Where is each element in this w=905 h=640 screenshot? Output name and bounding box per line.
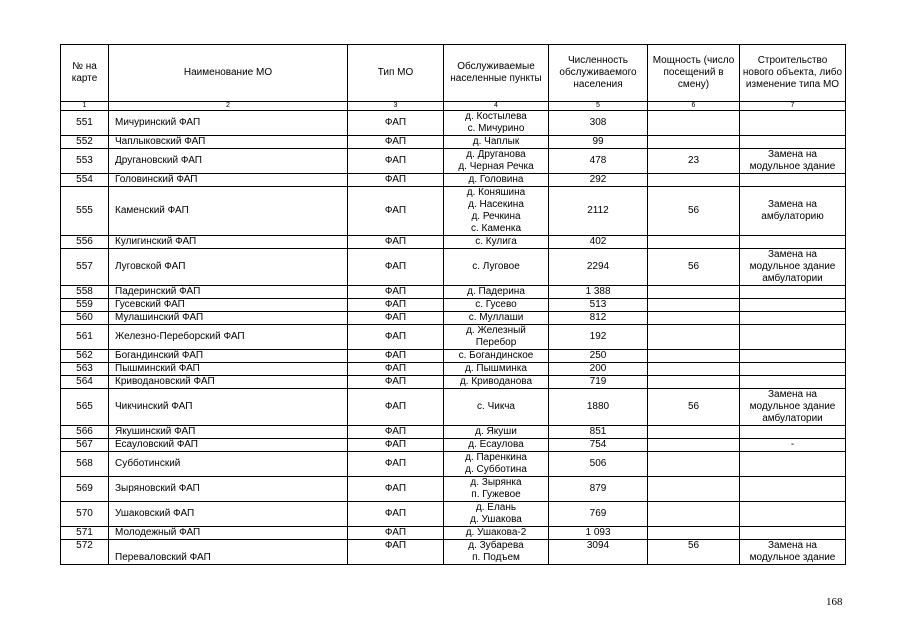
population: 754 — [549, 439, 648, 452]
settlement: д. Костылева — [465, 111, 527, 122]
construction — [740, 527, 846, 540]
facility-type: ФАП — [348, 389, 444, 426]
population: 402 — [549, 236, 648, 249]
construction — [740, 376, 846, 389]
capacity — [648, 136, 740, 149]
row-number: 564 — [61, 376, 109, 389]
table-row — [61, 136, 846, 149]
served-places — [444, 187, 549, 236]
settlement: с. Кулига — [475, 236, 517, 247]
facility-type: ФАП — [348, 376, 444, 389]
population: 292 — [549, 174, 648, 187]
construction: Замена на модульное здание — [740, 540, 846, 565]
construction — [740, 452, 846, 477]
settlement: с. Чикча — [477, 401, 515, 412]
facility-type: ФАП — [348, 187, 444, 236]
facility-name: Якушинский ФАП — [109, 426, 348, 439]
settlement: д. Паренкина — [465, 452, 527, 463]
served-places — [444, 426, 549, 439]
header-construction: Строительство нового объекта, либо изменение типа МО — [740, 45, 846, 102]
row-number: 571 — [61, 527, 109, 540]
table-row — [61, 477, 846, 502]
facility-name: Чаплыковский ФАП — [109, 136, 348, 149]
table-row — [61, 426, 846, 439]
construction: Замена на модульное здание амбулатории — [740, 249, 846, 286]
facility-name: Богандинский ФАП — [109, 350, 348, 363]
table-row — [61, 439, 846, 452]
capacity: 56 — [648, 249, 740, 286]
capacity — [648, 325, 740, 350]
served-places — [444, 136, 549, 149]
row-number: 563 — [61, 363, 109, 376]
settlement: д. Ушакова — [470, 514, 522, 525]
facility-name: Падеринский ФАП — [109, 286, 348, 299]
population: 769 — [549, 502, 648, 527]
construction — [740, 299, 846, 312]
served-places — [444, 389, 549, 426]
header-name: Наименование МО — [109, 45, 348, 102]
settlement: д. Друганова — [466, 149, 526, 160]
row-number: 567 — [61, 439, 109, 452]
row-number: 561 — [61, 325, 109, 350]
facility-name: Чикчинский ФАП — [109, 389, 348, 426]
table-row — [61, 363, 846, 376]
facility-type: ФАП — [348, 477, 444, 502]
facility-type: ФАП — [348, 540, 444, 565]
served-places — [444, 502, 549, 527]
served-places — [444, 174, 549, 187]
row-number: 551 — [61, 111, 109, 136]
facility-type: ФАП — [348, 174, 444, 187]
population: 192 — [549, 325, 648, 350]
population: 2112 — [549, 187, 648, 236]
facility-type: ФАП — [348, 149, 444, 174]
settlement: с. Луговое — [472, 261, 520, 272]
settlement: д. Пышминка — [465, 363, 527, 374]
facility-name: Мулашинский ФАП — [109, 312, 348, 325]
settlement: с. Мичурино — [467, 123, 525, 134]
facility-name: Переваловский ФАП — [109, 540, 348, 565]
table-row — [61, 389, 846, 426]
capacity — [648, 363, 740, 376]
row-number: 554 — [61, 174, 109, 187]
settlement: д. Зубарева — [468, 540, 524, 551]
served-places — [444, 299, 549, 312]
construction — [740, 136, 846, 149]
settlement: с. Гусево — [475, 299, 517, 310]
served-places — [444, 249, 549, 286]
table-row — [61, 236, 846, 249]
population: 250 — [549, 350, 648, 363]
row-number: 552 — [61, 136, 109, 149]
population: 506 — [549, 452, 648, 477]
capacity — [648, 111, 740, 136]
row-number: 565 — [61, 389, 109, 426]
header-places: Обслуживаемые населенные пункты — [444, 45, 549, 102]
construction — [740, 312, 846, 325]
facility-name: Гусевский ФАП — [109, 299, 348, 312]
table-row — [61, 376, 846, 389]
capacity — [648, 502, 740, 527]
table-row — [61, 502, 846, 527]
construction — [740, 363, 846, 376]
settlement: д. Головина — [468, 174, 524, 185]
served-places — [444, 363, 549, 376]
table-row — [61, 299, 846, 312]
facility-type: ФАП — [348, 312, 444, 325]
settlement: с. Каменка — [470, 223, 522, 234]
capacity — [648, 439, 740, 452]
population: 1880 — [549, 389, 648, 426]
table-row — [61, 540, 846, 565]
construction — [740, 286, 846, 299]
header-type: Тип МО — [348, 45, 444, 102]
population: 3094 — [549, 540, 648, 565]
table-row — [61, 149, 846, 174]
capacity — [648, 376, 740, 389]
served-places — [444, 439, 549, 452]
column-number: 2 — [109, 102, 348, 111]
facility-name: Ушаковский ФАП — [109, 502, 348, 527]
header-num: № на карте — [61, 45, 109, 102]
column-number: 6 — [648, 102, 740, 111]
settlement: д. Железный Перебор — [466, 325, 526, 348]
settlement: д. Есаулова — [468, 439, 524, 450]
facility-name: Зыряновский ФАП — [109, 477, 348, 502]
settlement: д. Якуши — [475, 426, 517, 437]
settlement: д. Речкина — [471, 211, 521, 222]
settlement: с. Богандинское — [458, 350, 534, 361]
settlement: п. Гужевое — [471, 489, 521, 500]
table-row — [61, 187, 846, 236]
table-row — [61, 174, 846, 187]
facility-name: Железно-Переборский ФАП — [109, 325, 348, 350]
column-number: 4 — [444, 102, 549, 111]
served-places — [444, 527, 549, 540]
header-row — [61, 45, 846, 102]
served-places — [444, 325, 549, 350]
settlement: д. Чаплык — [472, 136, 520, 147]
column-number: 5 — [549, 102, 648, 111]
table-row — [61, 350, 846, 363]
construction — [740, 111, 846, 136]
row-number: 555 — [61, 187, 109, 236]
population: 478 — [549, 149, 648, 174]
column-number: 7 — [740, 102, 846, 111]
facility-type: ФАП — [348, 439, 444, 452]
construction: Замена на модульное здание амбулатории — [740, 389, 846, 426]
facility-name: Есауловский ФАП — [109, 439, 348, 452]
served-places — [444, 236, 549, 249]
row-number: 559 — [61, 299, 109, 312]
table-row — [61, 249, 846, 286]
served-places — [444, 540, 549, 565]
facility-name: Криводановский ФАП — [109, 376, 348, 389]
facility-type: ФАП — [348, 249, 444, 286]
settlement: д. Субботина — [465, 464, 527, 475]
column-number: 3 — [348, 102, 444, 111]
served-places — [444, 149, 549, 174]
settlement: д. Коняшина — [466, 187, 526, 198]
facility-type: ФАП — [348, 502, 444, 527]
capacity — [648, 426, 740, 439]
settlement: д. Насекина — [468, 199, 524, 210]
population: 719 — [549, 376, 648, 389]
facility-name: Субботинский — [109, 452, 348, 477]
capacity — [648, 312, 740, 325]
facility-type: ФАП — [348, 363, 444, 376]
facility-type: ФАП — [348, 111, 444, 136]
header-capacity: Мощность (число посещений в смену) — [648, 45, 740, 102]
row-number: 572 — [61, 540, 109, 565]
population: 200 — [549, 363, 648, 376]
construction: Замена на модульное здание — [740, 149, 846, 174]
construction — [740, 174, 846, 187]
facility-name: Головинский ФАП — [109, 174, 348, 187]
served-places — [444, 111, 549, 136]
row-number: 553 — [61, 149, 109, 174]
column-number: 1 — [61, 102, 109, 111]
served-places — [444, 477, 549, 502]
header-population: Численность обслуживаемого населения — [549, 45, 648, 102]
served-places — [444, 350, 549, 363]
population: 879 — [549, 477, 648, 502]
construction — [740, 325, 846, 350]
facility-name: Молодежный ФАП — [109, 527, 348, 540]
capacity — [648, 477, 740, 502]
served-places — [444, 312, 549, 325]
population: 851 — [549, 426, 648, 439]
capacity — [648, 350, 740, 363]
served-places — [444, 452, 549, 477]
row-number: 560 — [61, 312, 109, 325]
row-number: 558 — [61, 286, 109, 299]
facility-type: ФАП — [348, 452, 444, 477]
settlement: д. Падерина — [467, 286, 525, 297]
capacity — [648, 452, 740, 477]
page-number: 168 — [826, 596, 843, 608]
capacity — [648, 174, 740, 187]
column-number-row — [61, 102, 846, 111]
row-number: 568 — [61, 452, 109, 477]
construction: Замена на амбулаторию — [740, 187, 846, 236]
facility-name: Пышминский ФАП — [109, 363, 348, 376]
construction — [740, 236, 846, 249]
settlement: д. Криводанова — [459, 376, 533, 387]
table-row — [61, 452, 846, 477]
capacity: 56 — [648, 389, 740, 426]
served-places — [444, 286, 549, 299]
population: 1 388 — [549, 286, 648, 299]
population: 308 — [549, 111, 648, 136]
settlement: с. Муллаши — [468, 312, 524, 323]
population: 99 — [549, 136, 648, 149]
construction — [740, 477, 846, 502]
capacity: 56 — [648, 187, 740, 236]
settlement: д. Ушакова-2 — [465, 527, 527, 538]
row-number: 562 — [61, 350, 109, 363]
facility-name: Другановский ФАП — [109, 149, 348, 174]
row-number: 557 — [61, 249, 109, 286]
capacity — [648, 299, 740, 312]
facility-type: ФАП — [348, 350, 444, 363]
capacity: 23 — [648, 149, 740, 174]
settlement: п. Подъем — [472, 552, 520, 563]
served-places — [444, 376, 549, 389]
table-body — [61, 111, 846, 565]
population: 513 — [549, 299, 648, 312]
row-number: 566 — [61, 426, 109, 439]
facility-type: ФАП — [348, 236, 444, 249]
construction: - — [740, 439, 846, 452]
capacity — [648, 527, 740, 540]
facility-type: ФАП — [348, 299, 444, 312]
facility-type: ФАП — [348, 527, 444, 540]
facility-name: Мичуринский ФАП — [109, 111, 348, 136]
table-row — [61, 527, 846, 540]
table-row — [61, 286, 846, 299]
table-row — [61, 325, 846, 350]
facility-type: ФАП — [348, 136, 444, 149]
row-number: 569 — [61, 477, 109, 502]
row-number: 570 — [61, 502, 109, 527]
facility-type: ФАП — [348, 325, 444, 350]
population: 2294 — [549, 249, 648, 286]
capacity — [648, 236, 740, 249]
capacity: 56 — [648, 540, 740, 565]
facility-type: ФАП — [348, 286, 444, 299]
construction — [740, 502, 846, 527]
construction — [740, 426, 846, 439]
population: 812 — [549, 312, 648, 325]
facility-name: Луговской ФАП — [109, 249, 348, 286]
settlement: д. Елань — [475, 502, 517, 513]
table-row — [61, 111, 846, 136]
facility-name: Кулигинский ФАП — [109, 236, 348, 249]
facility-type: ФАП — [348, 426, 444, 439]
settlement: д. Зырянка — [470, 477, 522, 488]
medical-facilities-table — [60, 44, 846, 565]
row-number: 556 — [61, 236, 109, 249]
table-row — [61, 312, 846, 325]
construction — [740, 350, 846, 363]
capacity — [648, 286, 740, 299]
settlement: д. Черная Речка — [458, 161, 534, 172]
facility-name: Каменский ФАП — [109, 187, 348, 236]
population: 1 093 — [549, 527, 648, 540]
